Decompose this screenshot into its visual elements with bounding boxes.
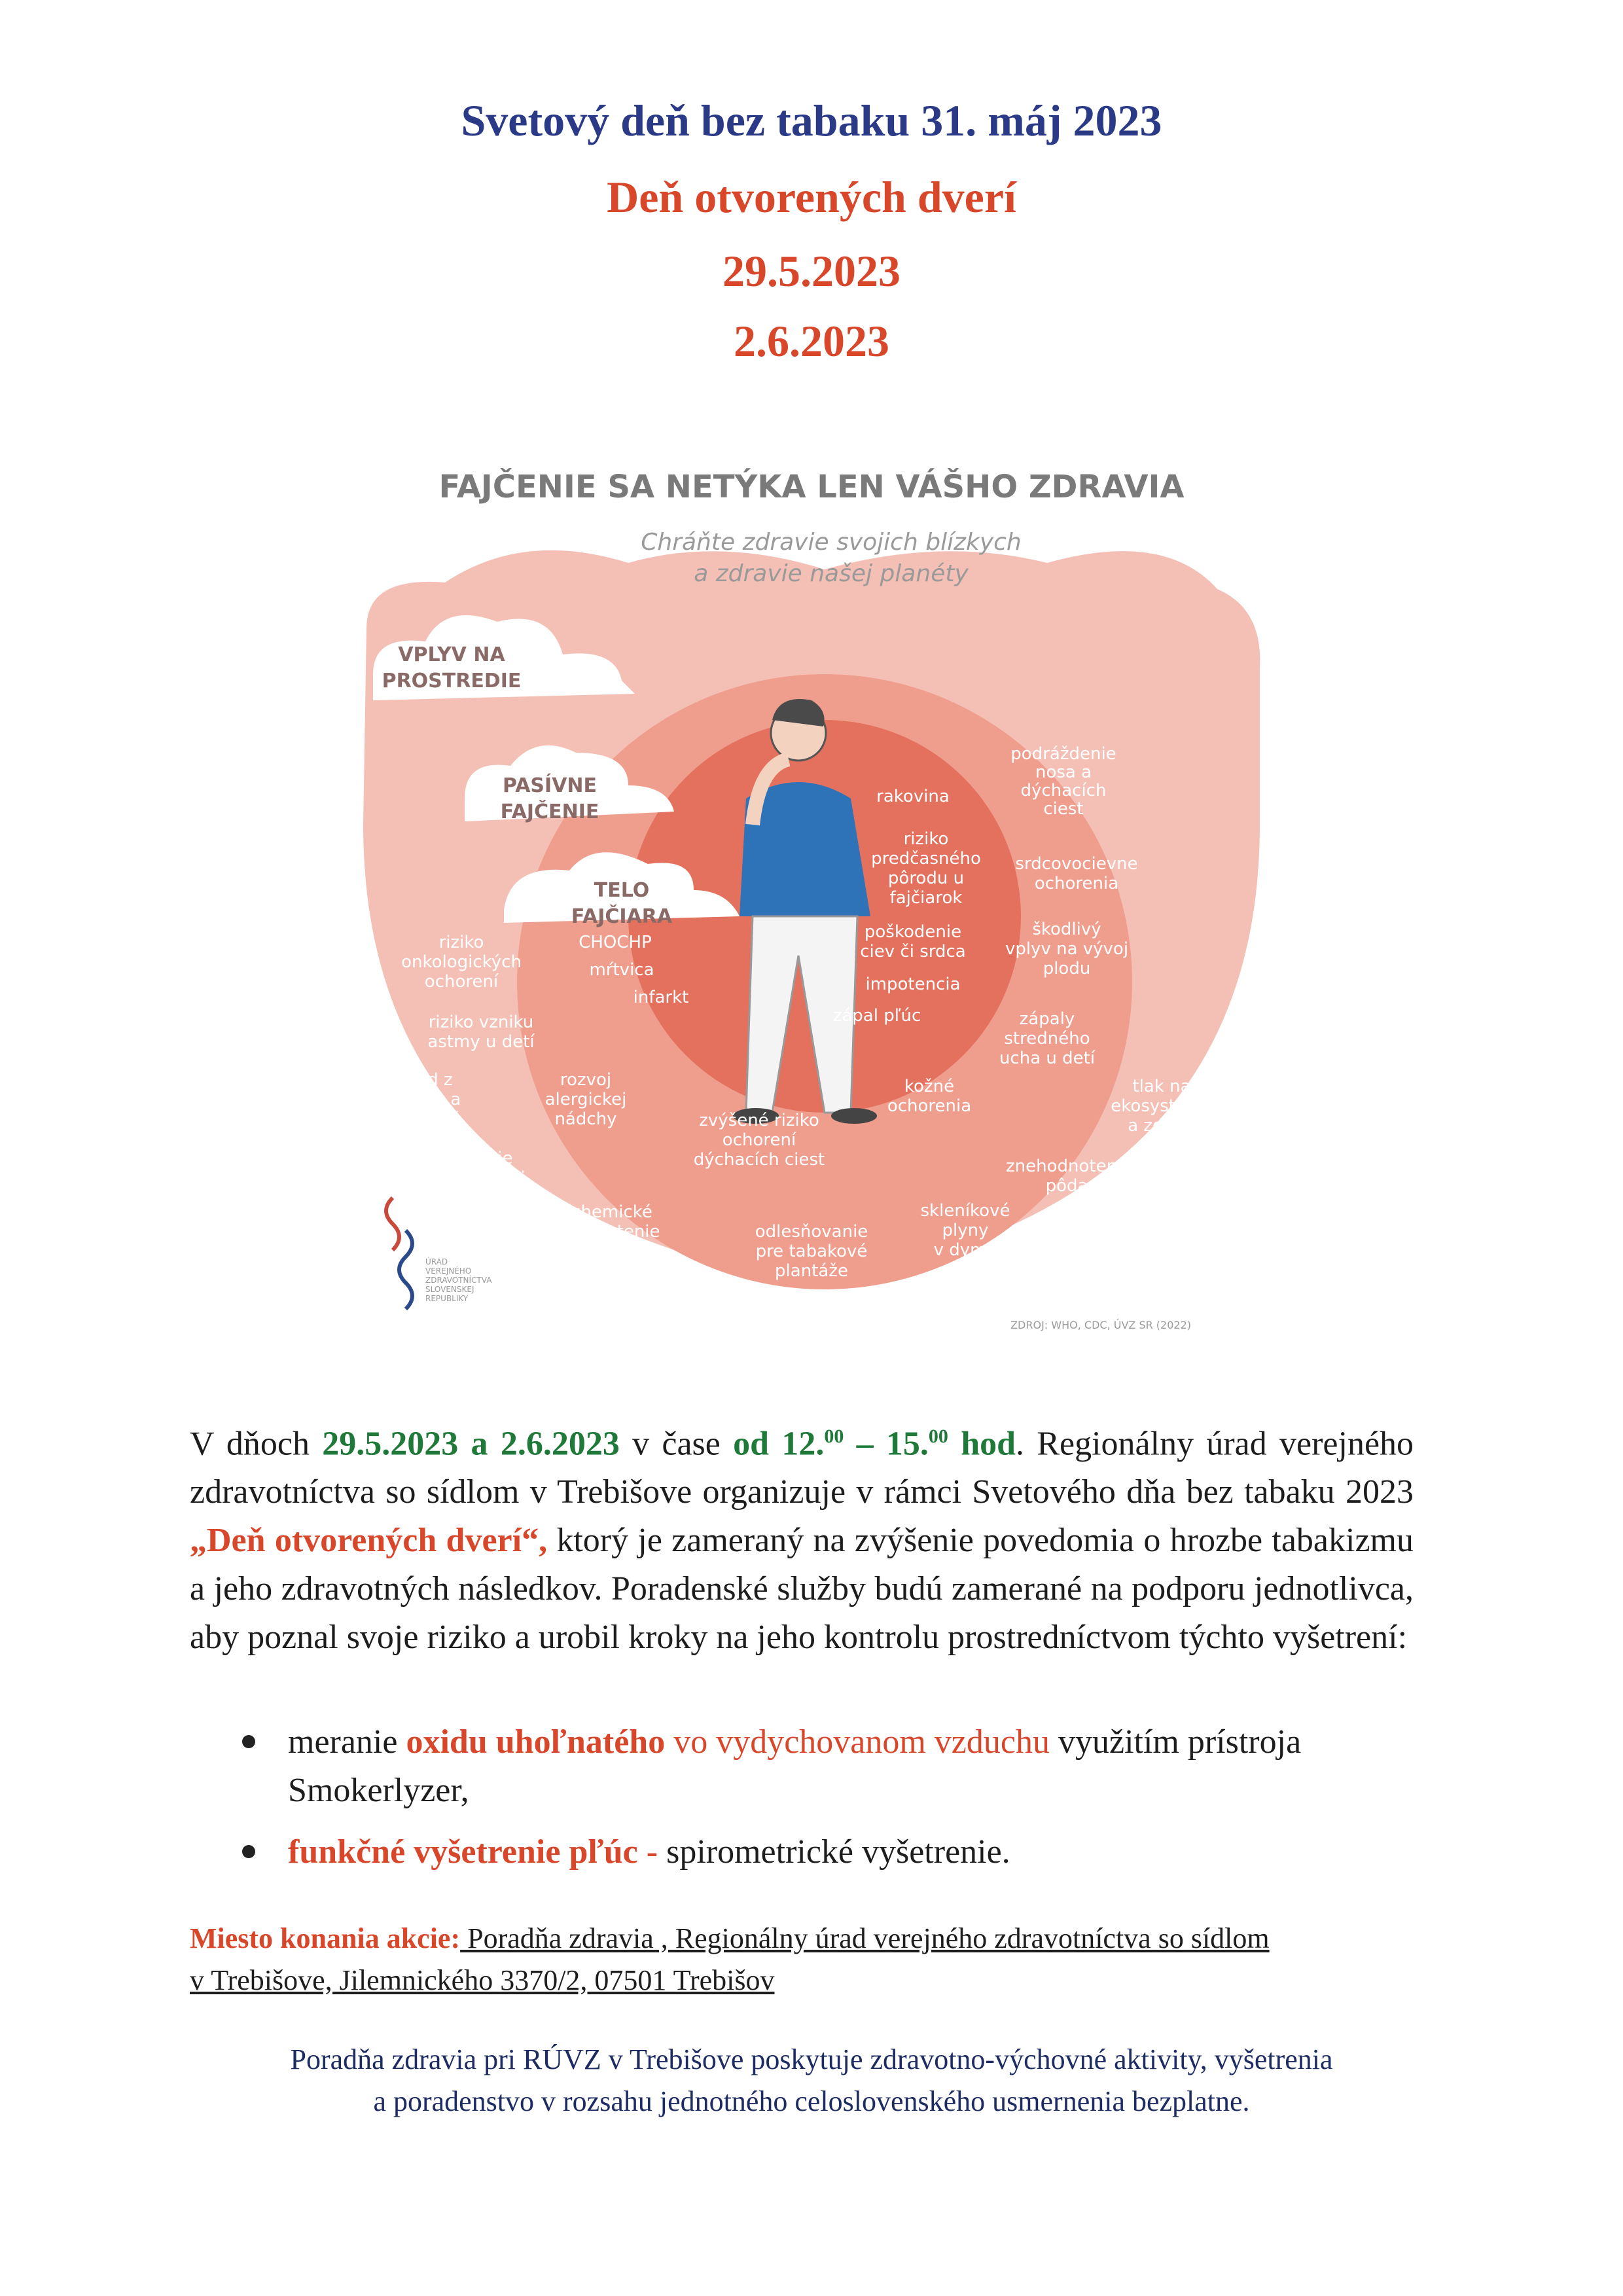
logo-line-2: VEREJNÉHO: [425, 1266, 472, 1276]
label-impotencia: impotencia: [865, 975, 961, 994]
time-from: od 12.: [733, 1425, 825, 1463]
date-2: 2.6.2023: [734, 316, 889, 366]
label-vyvoj-2: vplyv na vývoj: [1005, 939, 1129, 959]
logo-line-5: REPUBLIKY: [425, 1294, 469, 1303]
list-item: [242, 1828, 1414, 1876]
time-to-minutes: 00: [928, 1426, 948, 1447]
label-chochp: CHOCHP: [579, 933, 652, 952]
b2-lung-test: funkčné vyšetrenie pľúc: [288, 1833, 638, 1871]
label-alergia-3: nádchy: [554, 1109, 617, 1129]
label-eko-3: a zdroje: [1128, 1116, 1196, 1136]
label-srdce-1: srdcovocievne: [1015, 854, 1138, 874]
location-line-1: Poradňa zdravia , Regionálny úrad verejného zdravotníctva so sídlom: [460, 1922, 1270, 1954]
intro-paragraph: [190, 1412, 1414, 1662]
zone-inner-label-1: TELO: [594, 879, 650, 902]
bullet-icon: [242, 1735, 255, 1748]
label-mikro-2: mikroplastami: [404, 1168, 526, 1188]
label-nos-4: ciest: [1043, 799, 1084, 819]
zone-middle-label-2: FAJČENIE: [500, 800, 599, 823]
label-astma-1: riziko vzniku: [428, 1013, 534, 1032]
time-from-minutes: 00: [824, 1426, 844, 1447]
b1-device: využitím prístroja Smokerlyzer,: [288, 1723, 1302, 1809]
b1-co: oxidu uhoľnatého: [406, 1723, 666, 1761]
label-les-2: pre tabakové: [755, 1242, 868, 1261]
label-cievy-2: ciev či srdca: [860, 942, 966, 961]
label-les-3: plantáže: [775, 1261, 848, 1281]
text-purpose: ktorý je zameraný na zvýšenie povedomia o hrozbe tabakizmu a jeho zdravotných následkov. Poradenské služby budú zamerané na podporu jednotlivca, aby poznal svoje riziko a urobil kroky na jeho kontrolu prostredníctvom týchto vyšetrení:: [190, 1522, 1414, 1657]
label-odpad-3: zariadení: [380, 1109, 458, 1129]
label-poda-1: znehodnotená: [1006, 1157, 1128, 1176]
logo-line-3: ZDRAVOTNÍCTVA: [425, 1276, 492, 1285]
label-infarkt: infarkt: [633, 988, 689, 1007]
event-dates: 29.5.2023 a 2.6.2023: [322, 1425, 620, 1463]
date-1: 29.5.2023: [722, 246, 901, 296]
label-kozne-1: kožné: [904, 1077, 955, 1096]
label-plyny-2: plyny: [942, 1221, 989, 1240]
label-nos-1: podráždenie: [1010, 744, 1116, 764]
label-zapal: zápal pľúc: [832, 1006, 921, 1026]
open-day-quote: „Deň otvorených dverí“,: [190, 1522, 548, 1560]
label-nos-2: nosa a: [1035, 762, 1092, 782]
label-alergia-1: rozvoj: [560, 1070, 612, 1090]
event-location: [190, 1918, 1414, 2001]
label-porod-1: riziko: [903, 829, 949, 849]
text-v-case: v čase: [619, 1425, 734, 1463]
exam-list: [242, 1718, 1414, 1890]
label-nos-3: dýchacích: [1020, 781, 1107, 800]
infographic-subtitle-1: Chráňte zdravie svojich blízkych: [641, 529, 1022, 556]
list-item: [242, 1718, 1414, 1815]
label-porod-3: pôrodu u: [887, 869, 965, 888]
footer-note: [164, 2039, 1459, 2123]
label-porod-2: predčasného: [871, 849, 981, 869]
label-zapaly-1: zápaly: [1019, 1009, 1075, 1029]
label-plyny-1: skleníkové: [920, 1201, 1010, 1221]
logo-line-4: SLOVENSKEJ: [425, 1285, 474, 1294]
zone-outer-label-2: PROSTREDIE: [382, 670, 522, 692]
label-vyvoj-1: škodlivý: [1032, 920, 1101, 939]
infographic-source: ZDROJ: WHO, CDC, ÚVZ SR (2022): [1010, 1319, 1191, 1331]
label-mrtvica: mŕtvica: [589, 960, 654, 980]
label-pody-1: chemické: [571, 1202, 652, 1222]
label-odpad-2: ohorkov a: [376, 1090, 461, 1109]
b1-text-a: meranie: [288, 1723, 406, 1761]
bullet-icon: [242, 1845, 255, 1858]
label-cievy-1: poškodenie: [864, 922, 962, 942]
label-dychacie-1: zvýšené riziko: [699, 1111, 819, 1130]
open-day-title: Deň otvorených dverí: [607, 172, 1016, 222]
text-v-dnoch: V dňoch: [190, 1425, 323, 1463]
label-vyvoj-3: plodu: [1043, 959, 1091, 978]
footer-line-2: a poradenstvo v rozsahu jednotného celoslovenského usmernenia bezplatne.: [373, 2085, 1250, 2117]
label-zapaly-3: ucha u detí: [999, 1049, 1096, 1068]
label-dychacie-2: ochorení: [722, 1130, 796, 1150]
label-eko-1: tlak na: [1132, 1077, 1191, 1096]
label-onko-1: riziko: [438, 933, 484, 952]
b2-dash: -: [637, 1833, 667, 1871]
b1-air: vo vydychovanom vzduchu: [665, 1723, 1050, 1761]
label-zapaly-2: stredného: [1004, 1029, 1090, 1049]
label-onko-2: onkologických: [401, 952, 522, 972]
text-organizer: . Regionálny úrad verejného zdravotníctva so sídlom v Trebišove organizuje v rámci Svetového dňa bez tabaku 2023: [190, 1425, 1414, 1511]
infographic-title: FAJČENIE SA NETÝKA LEN VÁŠHO ZDRAVIA: [438, 469, 1185, 505]
label-plyny-3: v dyme: [933, 1240, 997, 1260]
label-astma-2: astmy u detí: [427, 1032, 535, 1052]
label-alergia-2: alergickej: [544, 1090, 627, 1109]
logo-line-1: ÚRAD: [425, 1257, 448, 1266]
label-srdce-2: ochorenia: [1034, 874, 1119, 893]
label-rakovina: rakovina: [876, 787, 950, 806]
label-eko-2: ekosystémy: [1111, 1096, 1213, 1116]
zone-middle-label-1: PASÍVNE: [502, 774, 597, 797]
label-mikro-1: znečistenie: [416, 1149, 513, 1168]
zone-outer-label-1: VPLYV NA: [398, 643, 505, 666]
label-pody-3: pôdy a vody: [560, 1242, 664, 1261]
time-hod: hod: [948, 1425, 1016, 1463]
label-les-1: odlesňovanie: [755, 1222, 868, 1242]
label-kozne-2: ochorenia: [887, 1096, 972, 1116]
infographic-subtitle-2: a zdravie našej planéty: [694, 560, 969, 587]
time-to: – 15.: [844, 1425, 929, 1463]
footer-line-1: Poradňa zdravia pri RÚVZ v Trebišove poskytuje zdravotno-výchovné aktivity, vyšetrenia: [290, 2043, 1333, 2075]
smoking-infographic: [353, 458, 1270, 1361]
label-odpad-1: odpad z: [385, 1070, 453, 1090]
location-line-2: v Trebišove, Jilemnického 3370/2, 07501 Trebišov: [190, 1964, 775, 1996]
location-label: Miesto konania akcie:: [190, 1922, 461, 1954]
event-title: Svetový deň bez tabaku 31. máj 2023: [461, 96, 1162, 145]
label-porod-4: fajčiarok: [889, 888, 963, 908]
label-onko-3: ochorení: [424, 972, 499, 992]
zone-inner-label-2: FAJČIARA: [571, 905, 673, 928]
label-dychacie-3: dýchacích ciest: [693, 1150, 825, 1170]
label-poda-2: pôda: [1045, 1176, 1088, 1196]
b2-spiro: spirometrické vyšetrenie.: [666, 1833, 1010, 1871]
label-pody-2: znečistenie: [563, 1222, 660, 1242]
